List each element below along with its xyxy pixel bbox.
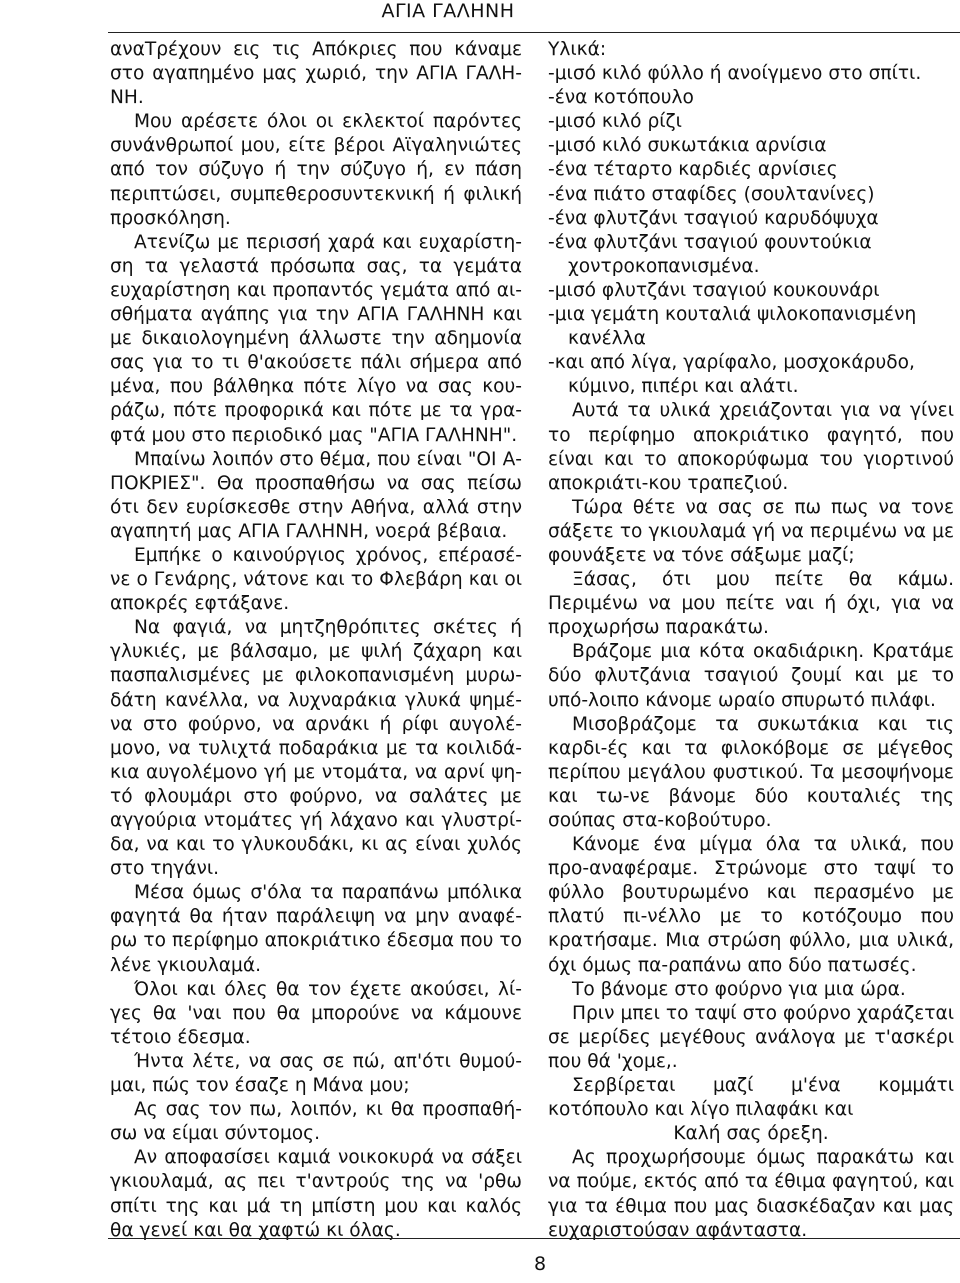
ingredient-item: -και από λίγα, γαρίφαλο, μοσχοκάρυδο, κύμινο, πιπέρι και αλάτι. — [548, 352, 915, 398]
page-number: 8 — [533, 1253, 547, 1275]
left-paragraph-4: Μπαίνω λοιπόν στο θέμα, που είναι "ΟΙ Α-ΠΟΚΡΙΕΣ". Θα προσπαθήσω να σας πείσω ότι δεν ευρίσκεσθε στην Αθήνα, αλλά στην αγαπητή μας ΑΓΙΑ ΓΑΛΗΝΗ, νοερά βέβαια. — [110, 448, 522, 542]
ingredient-item: -ένα τέταρτο καρδιές αρνίσιες — [548, 159, 838, 181]
right-column — [548, 38, 954, 1243]
right-paragraph-3: Ξάσας, ότι μου πείτε θα κάμω. Περιμένω να μου πείτε ναι ή όχι, για να προχωρήσω παρακάτω. — [548, 569, 954, 639]
ingredient-item: -μισό κιλό ρίζι — [548, 111, 682, 133]
left-paragraph-7: Μέσα όμως σ'όλα τα παραπάνω μπόλικα φαγητά θα ήταν παράλειψη να μην αναφέ-ρω το περίφημο αποκριάτικο έδεσμα που το λένε γκιουλαμά. — [110, 882, 522, 976]
right-paragraph-5: Μισοβράζομε τα συκωτάκια και τις καρδι-ές και τα φιλοκόβομε σε μέγεθος περίπου μεγάλου φυστικού. Τα μεσοψήνομε και τω-νε βάνομε δύο κουταλιές της σούπας στα-κοβούτυρο. — [548, 713, 954, 831]
right-paragraph-9: Σερβίρεται μαζί μ'ένα κομμάτι κοτόπουλο και λίγο πιλαφάκι και — [548, 1075, 954, 1121]
ingredient-item: -μισό κιλό συκωτάκια αρνίσια — [548, 135, 827, 157]
bon-appetit-wish: Καλή σας όρεξη. — [673, 1123, 829, 1145]
ingredient-item: -μισό κιλό φύλλο ή ανοίγμενο στο σπίτι. — [548, 63, 922, 85]
right-paragraph-7: Το βάνομε στο φούρνο για μια ώρα. — [572, 978, 906, 1000]
page-header-title: ΑΓΙΑ ΓΑΛΗΝΗ — [381, 0, 515, 22]
right-paragraph-6: Κάνομε ένα μίγμα όλα τα υλικά, που προ-αναφέραμε. Στρώνομε στο ταψί το φύλλο βουτυρωμένο και περασμένο με πλατύ πι-νέλλο με το κοτόζουμο που κρατήσαμε. Μια στρώση φύλλο, μια υλικά, όχι όμως πα-ραπάνω απο δύο πατωσές. — [548, 834, 954, 976]
closing-paragraph: Ας προχωρήσουμε όμως παρακάτω και να πούμε, εκτός από τα έθιμα φαγητού, και για τα έθιμα που μας διασκέδαζαν και μας ευχαριστούσαν αφάνταστα. — [548, 1147, 954, 1241]
header-rule — [108, 32, 960, 33]
footer-rule — [108, 1238, 960, 1239]
left-paragraph-10: Ας σας τον πω, λοιπόν, κι θα προσπαθή-σω να είμαι σύντομος. — [110, 1099, 522, 1145]
left-paragraph-5: Εμπήκε ο καινούργιος χρόνος, επέρασέ-νε ο Γενάρης, νάτονε και το Φλεβάρη και οι αποκρές εφτάξανε. — [110, 544, 522, 615]
ingredient-item: -ένα φλυτζάνι τσαγιού φουντούκια χοντροκοπανισμένα. — [548, 231, 872, 277]
left-paragraph-11: Αν αποφασίσει καμιά νοικοκυρά να σάξει γκιουλαμά, ας πει τ'αντρούς της να 'ρθω σπίτι της και μά τη μπίστη μου και καλός θα γενεί και θα χαφτώ κι όλας. — [110, 1147, 522, 1241]
ingredients-title: Υλικά: — [548, 39, 607, 60]
left-paragraph-2: Μου αρέσετε όλοι οι εκλεκτοί παρόντες συνάνθρωποί μου, είτε βέροι Αϊγαληνιώτες από τον σύζυγο ή την σύζυγο ή, εν πάση περιπτώσει, συμπεθεροσυντεκνική ή φιλική προσκόληση. — [110, 111, 522, 229]
ingredient-item: -ένα κοτόπουλο — [548, 87, 694, 109]
left-column — [110, 38, 522, 1243]
right-paragraph-1: Αυτά τα υλικά χρειάζονται για να γίνει το περίφημο αποκριάτικο φαγητό, που είναι και το αποκορύφωμα του γιορτινού αποκριάτι-κου τραπεζιού. — [548, 400, 954, 494]
right-paragraph-4: Βράζομε μια κότα οκαδιάρικη. Κρατάμε δύο φλυτζάνια τσαγιού ζουμί και με το υπό-λοιπο κάνομε ωραίο σπυρωτό πιλάφι. — [548, 641, 954, 711]
ingredients-list — [548, 62, 954, 399]
ingredient-item: -μια γεμάτη κουταλιά ψιλοκοπανισμένη κανέλλα — [548, 304, 917, 350]
left-paragraph-8: Όλοι και όλες θα τον έχετε ακούσει, λί-γες θα 'ναι που θα μπορούνε να κάμουνε τέτοιο έδεσμα. — [110, 978, 522, 1048]
left-paragraph-6: Να φαγιά, να μητζηθρόπιτες σκέτες ή γλυκιές, με βάλσαμο, με ψιλή ζάχαρη και πασπαλισμένες με φιλοκοπανισμένη μυρω-δάτη κανέλλα, να λυχναράκια γλυκά ψημέ-να στο φούρνο, να αρνάκι ή ρίφι αυγολέ-μονο, να τυλιχτά ποδαράκια με τα κοιλιδά-κια αυγολέμονο γή με ντομάτα, να αρνί ψη-τό φλουμάρι στο φούρνο, να σαλάτες με αγγούρια ντομάτες γή λάχανο και γλυστρί-δα, να και το γλυκουδάκι, κι ας είναι χυλός στο τηγάνι. — [110, 617, 522, 880]
ingredient-item: -μισό φλυτζάνι τσαγιού κουκουνάρι — [548, 279, 880, 301]
right-paragraph-8: Πριν μπει το ταψί στο φούρνο χαράζεται σε μερίδες μεγέθους ανάλογα με τ'ασκέρι που θά 'χομε,. — [548, 1002, 954, 1072]
left-paragraph-1: αναTρέχουν εις τις Απόκριες που κάναμε στο αγαπημένο μας χωριό, την ΑΓΙΑ ΓΑΛΗ-ΝΗ. — [110, 39, 522, 109]
left-paragraph-9: Ήντα λέτε, να σας σε πώ, απ'ότι θυμού-μαι, πώς τον έσαζε η Μάνα μου; — [110, 1050, 522, 1097]
ingredient-item: -ένα φλυτζάνι τσαγιού καρυδόψυχα — [548, 207, 879, 229]
right-paragraph-2: Τώρα θέτε να σας σε πω πως να τονε σάξετε το γκιουλαμά γή να περιμένω να με φουνάξετε να τόνε σάξωμε μαζί; — [548, 496, 954, 566]
ingredient-item: -ένα πιάτο σταφίδες (σουλτανίνες) — [548, 183, 875, 205]
left-paragraph-3: Ατενίζω με περισσή χαρά και ευχαρίστη-ση τα γελαστά πρόσωπα σας, τα γεμάτα ευχαρίστηση και προπαντός γεμάτα από αι-σθήματα αγάπης για την ΑΓΙΑ ΓΑΛΗΝΗ και με δικαιολογημένη άλλωστε την αδημονία σας για το τι θ'ακούσετε πάλι σήμερα από μένα, που βάλθηκα πότε λίγο να σας κου-ράζω, πότε προφορικά και πότε με τα γρα-φτά μου στο περιοδικό μας "ΑΓΙΑ ΓΑΛΗΝΗ". — [110, 231, 522, 446]
